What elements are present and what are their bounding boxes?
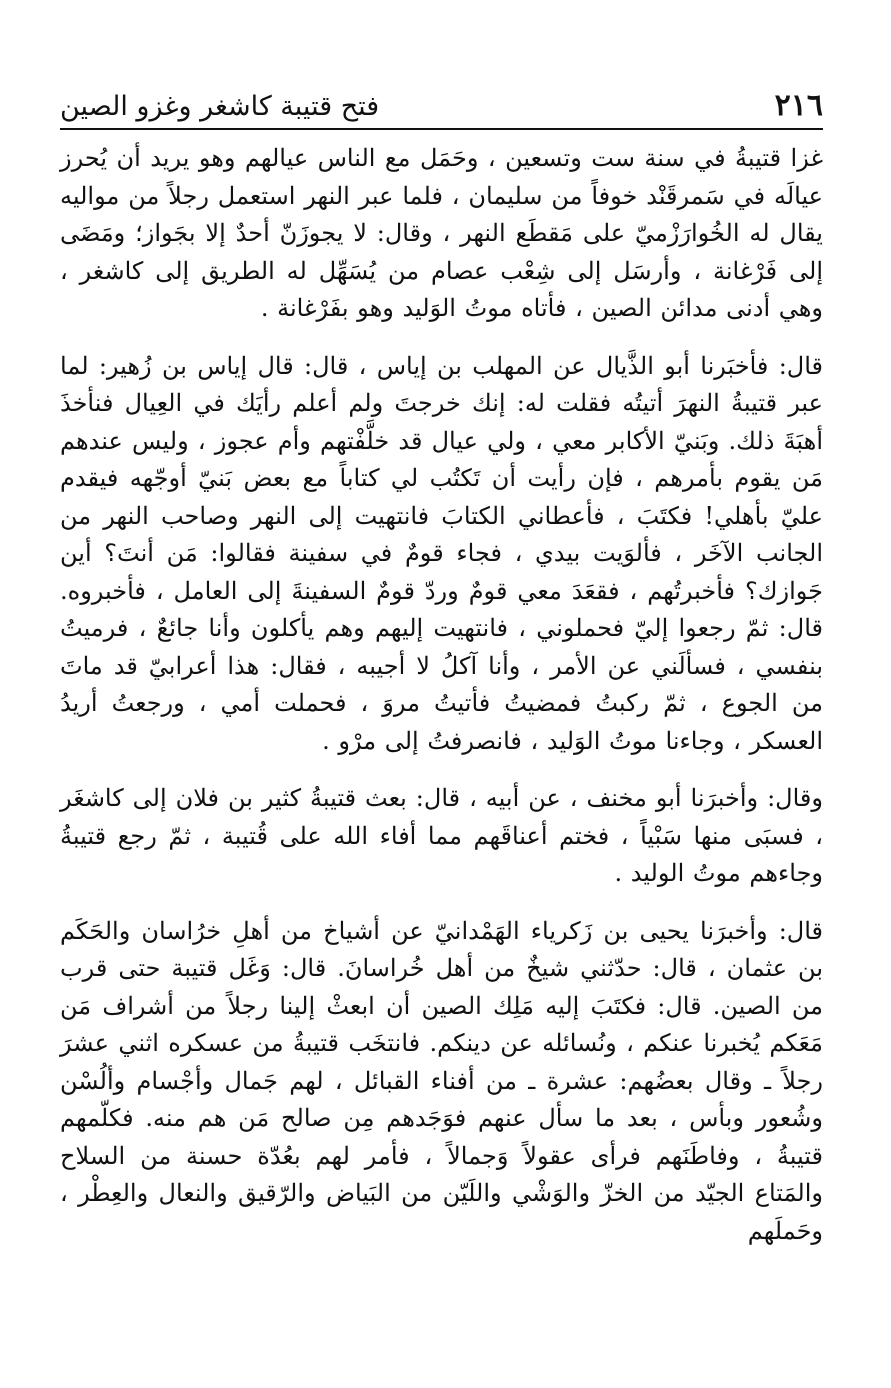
- paragraph: وقال: وأخبرَنا أبو مخنف ، عن أبيه ، قال: بعث قتيبةُ كثير بن فلان إلى كاشغَر ، فسبَى منها سَبْياً ، فختم أعناقَهم مما أفاء الله على قُتيبة ، ثمّ رجع قتيبةُ وجاءهم موتُ الوليد .: [60, 784, 823, 887]
- running-title: فتح قتيبة كاشغر وغزو الصين: [60, 91, 380, 122]
- paragraph: غزا قتيبةُ في سنة ست وتسعين ، وحَمَل مع الناس عيالهم وهو يريد أن يُحرز عيالَه في سَمرقَنْد خوفاً من سليمان ، فلما عبر النهر استعمل رجلاً من مواليه يقال له الخُوارَزْميّ على مَقطَع النهر ، وقال: لا يجوزَنّ أحدٌ إلا بجَواز؛ ومَضَى إلى فَرْغانة ، وأرسَل إلى شِعْب عصام من يُسَهِّل له الطريق إلى كاشغر ، وهي أدنى مدائن الصين ، فأتاه موتُ الوَليد وهو بفَرْغانة .: [60, 144, 824, 322]
- paragraph: قال: فأخبَرنا أبو الذَّيال عن المهلب بن إياس ، قال: قال إياس بن زُهير: لما عبر قتيبةُ النهرَ أتيتُه فقلت له: إنك خرجتَ ولم أعلم رأيَك في العِيال فنأخذَ أهبَةَ ذلك. وبَنيّ الأكابر معي ، ولي عيال قد خلَّفْتهم وأم عجوز ، وليس عندهم مَن يقوم بأمرهم ، فإن رأيت أن تَكتُب لي كتاباً مع بعض بَنيّ أوجّهه فيقدم عليّ بأهلي! فكتَبَ ، فأعطاني الكتابَ فانتهيت إلى النهر وصاحب النهر من الجانب الآخَر ، فألوَيت بيدي ، فجاء قومٌ في سفينة فقالوا: مَن أنتَ؟ أين جَوازك؟ فأخبرتُهم ، فقعَدَ معي قومٌ وردّ قومٌ السفينةَ إلى العامل ، فأخبروه. قال: ثمّ رجعوا إليّ فحملوني ، فانتهيت إليهم وهم يأكلون وأنا جائعٌ ، فرميتُ بنفسي ، فسألَني عن الأمر ، وأنا آكلُ لا أجيبه ، فقال: هذا أعرابيّ قد ماتَ من الجوع ، ثمّ ركبتُ فمضيتُ فأتيتُ مروَ ، فحملت أمي ، ورجعتُ أريدُ العسكر ، وجاءنا موتُ الوَليد ، فانصرفتُ إلى مرْو .: [60, 351, 823, 755]
- body-text: [60, 140, 823, 1250]
- paragraph: قال: وأخبرَنا يحيى بن زَكرياء الهَمْدانيّ عن أشياخ من أهلِ خرُاسان والحَكَم بن عثمان ، قال: حدّثني شيخٌ من أهل خُراسانَ. قال: وَغَل قتيبة حتى قرب من الصين. قال: فكتَبَ إليه مَلِك الصين أن ابعثْ إلينا رجلاً من أشراف مَن مَعَكم يُخبرنا عنكم ، ونُسائله عن دينكم. فانتخَب قتيبةُ من عسكره اثني عشرَ رجلاً ـ وقال بعضُهم: عشرة ـ من أفناء القبائل ، لهم جَمال وأجْسام وألُسْن وشُعور وبأس ، بعد ما سأل عنهم فوَجَدهم مِن صالح مَن هم منه. فكلّمهم قتيبةُ ، وفاطَنَهم فرأى عقولاً وَجمالاً ، فأمر لهم بعُدّة حسنة من السلاح والمَتاع الجيّد من الخزّ والوَشْي واللَيّن من البَياض والرّقيق والنعال والعِطْر ، وحَملَهم: [60, 916, 824, 1245]
- page-header: [60, 88, 823, 130]
- page-number: ٢١٦: [774, 88, 823, 123]
